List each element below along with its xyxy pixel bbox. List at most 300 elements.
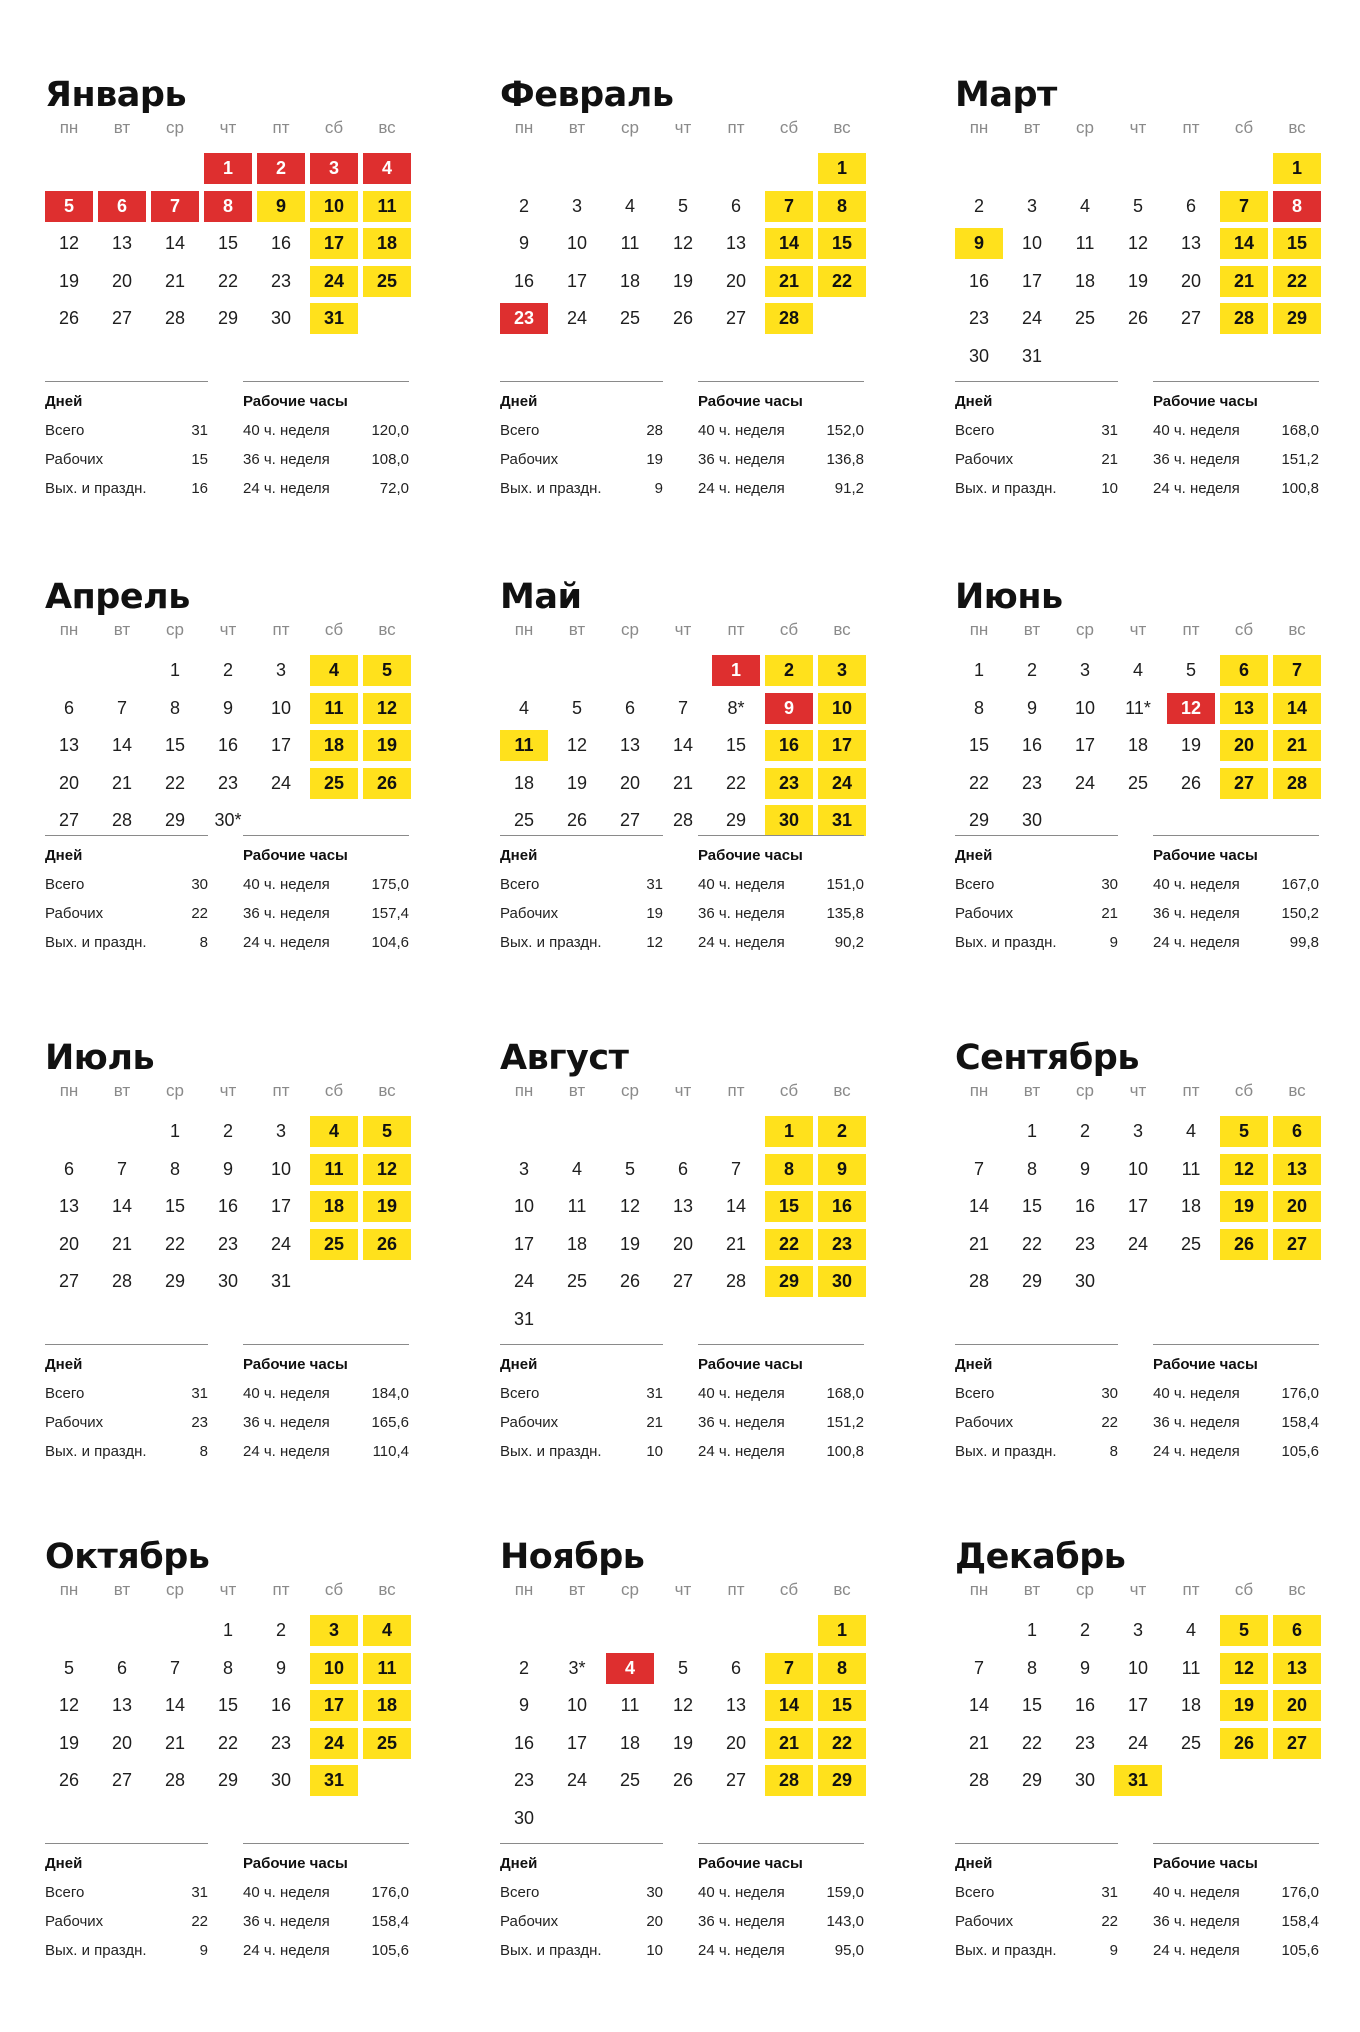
holiday-day-cell: 6 xyxy=(98,191,146,222)
weekend-day-cell: 11 xyxy=(363,191,411,222)
weekday-label: пт xyxy=(272,118,290,137)
weekday-label: вт xyxy=(1023,118,1041,137)
day-cell: 15 xyxy=(1021,1695,1043,1716)
day-cell: 9 xyxy=(518,1695,529,1716)
weekday-label: пн xyxy=(59,620,79,639)
weekend-day-cell: 25 xyxy=(310,1229,358,1260)
weekday-label: чт xyxy=(219,1081,237,1100)
day-cell: 15 xyxy=(217,1695,239,1716)
weekday-label: пн xyxy=(969,118,989,137)
hours-40-label: 40 ч. неделя xyxy=(698,1884,785,1901)
holiday-day-cell: 7 xyxy=(151,191,199,222)
weekend-day-cell: 7 xyxy=(765,1653,813,1684)
day-cell: 14 xyxy=(672,735,694,756)
weekend-day-cell: 29 xyxy=(765,1266,813,1297)
day-cell: 7 xyxy=(973,1657,984,1678)
day-cell: 23 xyxy=(270,270,292,291)
working-days-value: 21 xyxy=(1101,905,1118,922)
day-cell: 8 xyxy=(169,1158,180,1179)
weekday-label: чт xyxy=(1129,620,1147,639)
day-cell: 12 xyxy=(619,1196,641,1217)
hours-header: Рабочие часы xyxy=(1153,1356,1258,1373)
day-cell: 9 xyxy=(518,233,529,254)
weekend-day-cell: 4 xyxy=(363,1615,411,1646)
holiday-day-cell: 4 xyxy=(606,1653,654,1684)
day-cell: 20 xyxy=(58,1233,80,1254)
hours-40-value: 176,0 xyxy=(1281,1385,1319,1402)
shortened-day-cell: 30* xyxy=(214,810,242,831)
hours-40-value: 184,0 xyxy=(371,1385,409,1402)
day-cell: 23 xyxy=(513,1770,535,1791)
day-cell: 4 xyxy=(571,1158,582,1179)
day-cell: 28 xyxy=(968,1271,990,1292)
day-cell: 7 xyxy=(116,697,127,718)
day-cell: 22 xyxy=(164,1233,186,1254)
day-cell: 8 xyxy=(1026,1158,1037,1179)
day-cell: 3 xyxy=(571,195,582,216)
weekend-day-cell: 13 xyxy=(1220,693,1268,724)
hours-24-value: 104,6 xyxy=(371,934,409,951)
day-cell: 18 xyxy=(513,772,535,793)
weekend-day-cell: 26 xyxy=(1220,1229,1268,1260)
weekday-label: вт xyxy=(568,620,586,639)
weekend-day-cell: 31 xyxy=(310,303,358,334)
day-cell: 12 xyxy=(672,1695,694,1716)
working-days-label: Рабочих xyxy=(500,1913,559,1930)
day-cell: 6 xyxy=(116,1657,127,1678)
stats-divider xyxy=(955,381,1118,382)
day-cell: 13 xyxy=(58,735,80,756)
hours-40-value: 176,0 xyxy=(371,1884,409,1901)
hours-24-label: 24 ч. неделя xyxy=(1153,1443,1240,1460)
day-cell: 9 xyxy=(275,1657,286,1678)
day-cell: 20 xyxy=(1180,270,1202,291)
day-cell: 11 xyxy=(567,1196,587,1217)
total-days-value: 30 xyxy=(646,1884,663,1901)
weekend-day-cell: 21 xyxy=(765,266,813,297)
weekday-label: сб xyxy=(1234,118,1254,137)
total-days-label: Всего xyxy=(500,1884,540,1901)
weekend-day-cell: 27 xyxy=(1273,1728,1321,1759)
off-days-label: Вых. и праздн. xyxy=(955,480,1057,497)
total-days-value: 31 xyxy=(1101,1884,1118,1901)
total-days-value: 31 xyxy=(646,1385,663,1402)
weekday-label: вс xyxy=(378,1580,396,1599)
day-cell: 11 xyxy=(1075,233,1095,254)
weekday-label: вт xyxy=(113,620,131,639)
hours-header: Рабочие часы xyxy=(698,1855,803,1872)
weekend-day-cell: 12 xyxy=(363,693,411,724)
day-cell: 29 xyxy=(968,810,990,831)
day-cell: 25 xyxy=(1127,772,1149,793)
hours-header: Рабочие часы xyxy=(243,847,348,864)
day-cell: 2 xyxy=(1079,1620,1090,1640)
weekday-label: пт xyxy=(1182,620,1200,639)
weekday-label: ср xyxy=(166,620,184,639)
total-days-label: Всего xyxy=(955,876,995,893)
day-cell: 26 xyxy=(619,1271,641,1292)
day-cell: 30 xyxy=(217,1271,239,1292)
off-days-value: 10 xyxy=(646,1942,663,1959)
day-cell: 19 xyxy=(1127,270,1149,291)
weekend-day-cell: 28 xyxy=(1273,768,1321,799)
day-cell: 16 xyxy=(1074,1695,1096,1716)
day-cell: 7 xyxy=(116,1158,127,1179)
month-title: Ноябрь xyxy=(500,1537,645,1577)
day-cell: 10 xyxy=(270,1158,292,1179)
weekend-day-cell: 21 xyxy=(765,1728,813,1759)
day-cell: 4 xyxy=(624,195,635,216)
day-cell: 19 xyxy=(58,270,80,291)
day-cell: 11 xyxy=(1181,1657,1201,1678)
day-cell: 10 xyxy=(1074,697,1096,718)
day-cell: 20 xyxy=(672,1233,694,1254)
weekend-day-cell: 5 xyxy=(363,655,411,686)
day-cell: 21 xyxy=(968,1233,990,1254)
weekend-day-cell: 31 xyxy=(818,805,866,836)
weekend-day-cell: 28 xyxy=(765,1765,813,1796)
weekend-day-cell: 15 xyxy=(765,1191,813,1222)
day-cell: 18 xyxy=(619,270,641,291)
weekday-label: пн xyxy=(969,1580,989,1599)
day-cell: 9 xyxy=(1079,1158,1090,1179)
weekday-label: пт xyxy=(727,1081,745,1100)
hours-40-label: 40 ч. неделя xyxy=(243,1884,330,1901)
day-cell: 6 xyxy=(624,697,635,718)
weekend-day-cell: 15 xyxy=(818,228,866,259)
days-header: Дней xyxy=(500,847,538,864)
total-days-value: 28 xyxy=(646,422,663,439)
hours-40-label: 40 ч. неделя xyxy=(1153,876,1240,893)
hours-36-value: 151,2 xyxy=(1281,451,1319,468)
weekend-day-cell: 18 xyxy=(363,1690,411,1721)
day-cell: 18 xyxy=(619,1732,641,1753)
day-cell: 16 xyxy=(217,735,239,756)
weekend-day-cell: 25 xyxy=(310,768,358,799)
weekend-day-cell: 28 xyxy=(1220,303,1268,334)
month-title: Май xyxy=(500,577,582,617)
weekday-label: пт xyxy=(1182,118,1200,137)
day-cell: 27 xyxy=(58,1271,80,1292)
weekday-label: чт xyxy=(1129,118,1147,137)
day-cell: 18 xyxy=(1127,735,1149,756)
day-cell: 25 xyxy=(1074,308,1096,329)
weekend-day-cell: 28 xyxy=(765,303,813,334)
day-cell: 12 xyxy=(672,233,694,254)
day-cell: 28 xyxy=(111,1271,133,1292)
weekend-day-cell: 26 xyxy=(363,768,411,799)
day-cell: 15 xyxy=(217,233,239,254)
day-cell: 14 xyxy=(725,1196,747,1217)
day-cell: 28 xyxy=(111,810,133,831)
hours-header: Рабочие часы xyxy=(243,1855,348,1872)
day-cell: 14 xyxy=(111,735,133,756)
day-cell: 21 xyxy=(111,772,133,793)
hours-24-label: 24 ч. неделя xyxy=(243,480,330,497)
day-cell: 31 xyxy=(513,1309,535,1329)
day-cell: 1 xyxy=(169,1121,180,1141)
day-cell: 10 xyxy=(1127,1158,1149,1179)
weekday-label: сб xyxy=(779,118,799,137)
day-cell: 28 xyxy=(164,308,186,329)
working-days-value: 19 xyxy=(646,905,663,922)
holiday-day-cell: 1 xyxy=(712,655,760,686)
day-cell: 13 xyxy=(672,1196,694,1217)
day-cell: 1 xyxy=(222,1620,233,1640)
day-cell: 3 xyxy=(1132,1121,1143,1141)
working-days-label: Рабочих xyxy=(955,1913,1014,1930)
day-cell: 20 xyxy=(725,270,747,291)
weekend-day-cell: 6 xyxy=(1220,655,1268,686)
day-cell: 16 xyxy=(1074,1196,1096,1217)
stats-divider xyxy=(45,381,208,382)
day-cell: 15 xyxy=(1021,1196,1043,1217)
weekend-day-cell: 12 xyxy=(1220,1653,1268,1684)
hours-40-value: 176,0 xyxy=(1281,1884,1319,1901)
day-cell: 7 xyxy=(730,1158,741,1179)
days-header: Дней xyxy=(500,1356,538,1373)
day-cell: 23 xyxy=(1074,1732,1096,1753)
stats-divider xyxy=(1153,1843,1319,1844)
day-cell: 5 xyxy=(63,1657,74,1678)
day-cell: 6 xyxy=(730,195,741,216)
day-cell: 5 xyxy=(677,195,688,216)
off-days-label: Вых. и праздн. xyxy=(45,1942,147,1959)
hours-36-value: 165,6 xyxy=(371,1414,409,1431)
hours-24-value: 95,0 xyxy=(834,1942,864,1959)
stats-divider xyxy=(1153,835,1319,836)
month-title: Март xyxy=(955,75,1057,115)
day-cell: 23 xyxy=(217,1233,239,1254)
weekday-label: пт xyxy=(272,1081,290,1100)
total-days-label: Всего xyxy=(955,422,995,439)
stats-divider xyxy=(45,1344,208,1345)
weekend-day-cell: 11 xyxy=(310,1154,358,1185)
working-days-label: Рабочих xyxy=(955,905,1014,922)
month-title: Январь xyxy=(45,75,187,115)
day-cell: 23 xyxy=(270,1732,292,1753)
total-days-label: Всего xyxy=(45,1884,85,1901)
day-cell: 20 xyxy=(111,270,133,291)
day-cell: 14 xyxy=(164,1695,186,1716)
day-cell: 28 xyxy=(725,1271,747,1292)
hours-40-label: 40 ч. неделя xyxy=(243,422,330,439)
working-days-label: Рабочих xyxy=(45,1414,104,1431)
weekend-day-cell: 29 xyxy=(1273,303,1321,334)
total-days-value: 31 xyxy=(191,422,208,439)
hours-24-value: 90,2 xyxy=(834,934,864,951)
hours-24-label: 24 ч. неделя xyxy=(698,1942,785,1959)
weekend-day-cell: 10 xyxy=(310,1653,358,1684)
weekend-day-cell: 29 xyxy=(818,1765,866,1796)
weekend-day-cell: 5 xyxy=(363,1116,411,1147)
working-days-value: 21 xyxy=(1101,451,1118,468)
weekday-label: вс xyxy=(1288,620,1306,639)
hours-36-label: 36 ч. неделя xyxy=(698,451,785,468)
working-days-value: 22 xyxy=(191,905,208,922)
holiday-day-cell: 12 xyxy=(1167,693,1215,724)
weekend-day-cell: 26 xyxy=(1220,1728,1268,1759)
weekday-label: вс xyxy=(833,620,851,639)
weekend-day-cell: 25 xyxy=(363,266,411,297)
weekday-label: вт xyxy=(1023,620,1041,639)
day-cell: 14 xyxy=(164,233,186,254)
day-cell: 9 xyxy=(1079,1657,1090,1678)
weekend-day-cell: 22 xyxy=(1273,266,1321,297)
weekday-label: вт xyxy=(568,118,586,137)
day-cell: 8 xyxy=(222,1657,233,1678)
hours-40-value: 151,0 xyxy=(826,876,864,893)
weekday-label: вс xyxy=(1288,118,1306,137)
day-cell: 6 xyxy=(63,697,74,718)
day-cell: 17 xyxy=(270,735,292,756)
day-cell: 29 xyxy=(164,810,186,831)
day-cell: 24 xyxy=(270,1233,292,1254)
day-cell: 26 xyxy=(672,1770,694,1791)
weekday-label: ср xyxy=(1076,118,1094,137)
hours-36-label: 36 ч. неделя xyxy=(1153,905,1240,922)
day-cell: 3 xyxy=(1079,660,1090,680)
day-cell: 3 xyxy=(1026,195,1037,216)
day-cell: 17 xyxy=(1021,270,1043,291)
day-cell: 14 xyxy=(111,1196,133,1217)
day-cell: 25 xyxy=(619,1770,641,1791)
weekday-label: чт xyxy=(219,620,237,639)
weekend-day-cell: 9 xyxy=(818,1154,866,1185)
weekday-label: чт xyxy=(1129,1580,1147,1599)
hours-40-label: 40 ч. неделя xyxy=(698,422,785,439)
hours-header: Рабочие часы xyxy=(698,393,803,410)
weekday-label: сб xyxy=(1234,620,1254,639)
weekday-label: сб xyxy=(324,620,344,639)
day-cell: 16 xyxy=(513,270,535,291)
hours-36-label: 36 ч. неделя xyxy=(1153,1414,1240,1431)
weekend-day-cell: 24 xyxy=(310,1728,358,1759)
day-cell: 1 xyxy=(973,660,984,680)
hours-36-label: 36 ч. неделя xyxy=(1153,1913,1240,1930)
days-header: Дней xyxy=(45,1356,83,1373)
working-days-value: 22 xyxy=(191,1913,208,1930)
hours-36-label: 36 ч. неделя xyxy=(243,451,330,468)
off-days-label: Вых. и праздн. xyxy=(500,934,602,951)
weekday-label: вс xyxy=(1288,1580,1306,1599)
weekday-label: вт xyxy=(113,1580,131,1599)
day-cell: 24 xyxy=(566,1770,588,1791)
hours-36-value: 151,2 xyxy=(826,1414,864,1431)
off-days-label: Вых. и праздн. xyxy=(955,1443,1057,1460)
weekend-day-cell: 10 xyxy=(310,191,358,222)
day-cell: 4 xyxy=(1185,1620,1196,1640)
days-header: Дней xyxy=(955,1855,993,1872)
hours-36-value: 150,2 xyxy=(1281,905,1319,922)
weekday-label: пн xyxy=(514,1081,534,1100)
day-cell: 20 xyxy=(619,772,641,793)
day-cell: 8 xyxy=(169,697,180,718)
working-days-value: 21 xyxy=(646,1414,663,1431)
day-cell: 25 xyxy=(619,308,641,329)
hours-24-value: 100,8 xyxy=(1281,480,1319,497)
weekend-day-cell: 1 xyxy=(818,153,866,184)
working-days-value: 20 xyxy=(646,1913,663,1930)
weekday-label: пт xyxy=(727,118,745,137)
off-days-value: 9 xyxy=(1109,1942,1118,1959)
off-days-value: 8 xyxy=(199,934,208,951)
day-cell: 24 xyxy=(270,772,292,793)
weekend-day-cell: 23 xyxy=(818,1229,866,1260)
day-cell: 14 xyxy=(968,1196,990,1217)
day-cell: 20 xyxy=(111,1732,133,1753)
weekend-day-cell: 27 xyxy=(1220,768,1268,799)
day-cell: 21 xyxy=(672,772,694,793)
weekday-label: вс xyxy=(833,1081,851,1100)
day-cell: 21 xyxy=(164,1732,186,1753)
weekend-day-cell: 20 xyxy=(1220,730,1268,761)
total-days-value: 31 xyxy=(191,1385,208,1402)
weekday-label: чт xyxy=(674,1580,692,1599)
stats-divider xyxy=(698,835,864,836)
day-cell: 29 xyxy=(164,1271,186,1292)
hours-36-value: 158,4 xyxy=(371,1913,409,1930)
total-days-label: Всего xyxy=(500,1385,540,1402)
day-cell: 22 xyxy=(164,772,186,793)
month-title: Июнь xyxy=(955,577,1063,617)
weekday-label: ср xyxy=(166,1081,184,1100)
day-cell: 16 xyxy=(217,1196,239,1217)
day-cell: 21 xyxy=(968,1732,990,1753)
weekday-label: пт xyxy=(1182,1081,1200,1100)
weekend-day-cell: 1 xyxy=(818,1615,866,1646)
day-cell: 16 xyxy=(1021,735,1043,756)
total-days-value: 31 xyxy=(646,876,663,893)
day-cell: 21 xyxy=(111,1233,133,1254)
hours-40-value: 159,0 xyxy=(826,1884,864,1901)
day-cell: 5 xyxy=(624,1158,635,1179)
stats-divider xyxy=(500,1344,663,1345)
weekend-day-cell: 7 xyxy=(1220,191,1268,222)
day-cell: 22 xyxy=(968,772,990,793)
hours-header: Рабочие часы xyxy=(698,847,803,864)
weekend-day-cell: 19 xyxy=(363,1191,411,1222)
off-days-value: 9 xyxy=(1109,934,1118,951)
day-cell: 19 xyxy=(566,772,588,793)
weekday-label: пн xyxy=(59,118,79,137)
day-cell: 27 xyxy=(1180,308,1202,329)
day-cell: 26 xyxy=(1127,308,1149,329)
day-cell: 30 xyxy=(1021,810,1043,831)
hours-40-label: 40 ч. неделя xyxy=(698,876,785,893)
day-cell: 30 xyxy=(1074,1770,1096,1791)
day-cell: 30 xyxy=(513,1808,535,1828)
holiday-day-cell: 8 xyxy=(1273,191,1321,222)
hours-40-label: 40 ч. неделя xyxy=(1153,422,1240,439)
day-cell: 27 xyxy=(111,308,133,329)
off-days-value: 8 xyxy=(1109,1443,1118,1460)
weekday-label: пт xyxy=(272,1580,290,1599)
day-cell: 13 xyxy=(58,1196,80,1217)
weekday-label: пт xyxy=(272,620,290,639)
day-cell: 26 xyxy=(58,1770,80,1791)
stats-divider xyxy=(243,381,409,382)
day-cell: 5 xyxy=(1132,195,1143,216)
off-days-value: 9 xyxy=(654,480,663,497)
hours-24-value: 110,4 xyxy=(372,1443,409,1460)
day-cell: 8 xyxy=(1026,1657,1037,1678)
day-cell: 3 xyxy=(275,660,286,680)
day-cell: 29 xyxy=(1021,1271,1043,1292)
weekend-day-cell: 25 xyxy=(363,1728,411,1759)
month-title: Декабрь xyxy=(955,1537,1126,1577)
weekend-day-cell: 11 xyxy=(500,730,548,761)
